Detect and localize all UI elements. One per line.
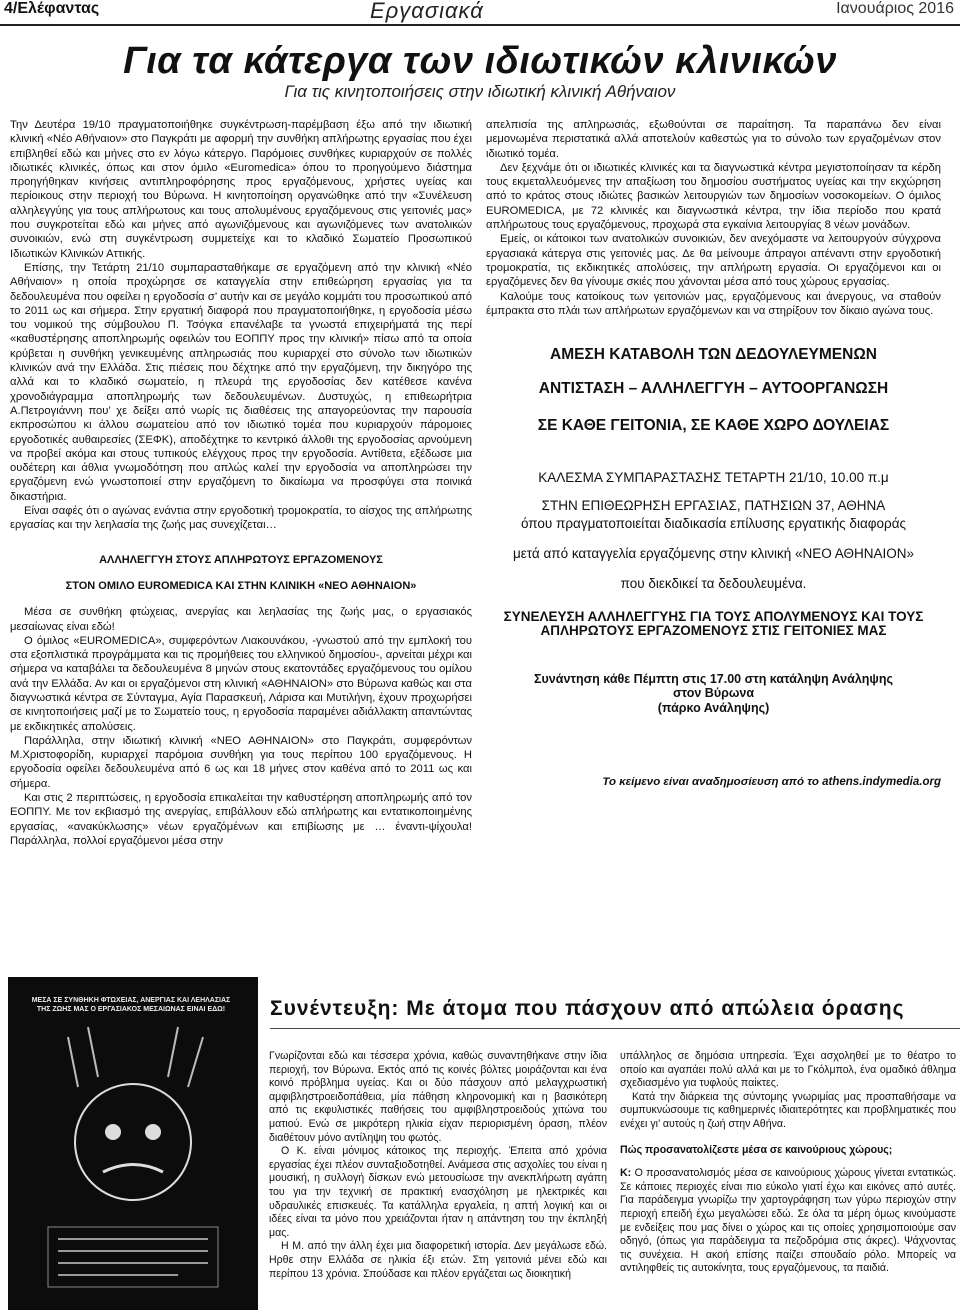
paragraph: Και στις 2 περιπτώσεις, η εργοδοσία επικαλείται την καθυστέρηση αποπληρωμής από τον ΕΟΠΠΥ. Με τον εκβιασμό της ανεργίας, επιβάλλουν εδώ απλήρωτης και εντατικοποιημένης εργασίας, «ανακύκλωσης» νέων εργαζόμένων και επιβίωσης με … έναντι-ψίχουλα! Παράλληλα, πολλοί εργαζόμενοι μέσα στην (10, 792, 472, 847)
poster-figure (8, 977, 258, 1310)
callout-assembly: ΣΥΝΕΛΕΥΣΗ ΑΛΛΗΛΕΓΓΥΗΣ ΓΙΑ ΤΟΥΣ ΑΠΟΛΥΜΕΝΟΥΣ ΚΑΙ ΤΟΥΣ ΑΠΛΗΡΩΤΟΥΣ ΕΡΓΑΖΟΜΕΝΟΥΣ ΣΤΙΣ ΓΕΙΤΟΝΙΕΣ ΜΑΣ (503, 608, 924, 638)
source-credit: Το κείμενο είναι αναδημοσίευση από το athens.indymedia.org (602, 776, 941, 789)
callout-line: όπου πραγματοποιείται διαδικασία επίλυσης εργατικής διαφοράς (520, 515, 907, 531)
banner-line: ΣΤΟΝ ΟΜΙΛΟ EUROMEDICA ΚΑΙ ΣΤΗΝ ΚΛΙΝΙΚΗ «ΝΕΟ ΑΘΗΝΑΙΟΝ» (65, 579, 417, 592)
article-subtitle: Για τις κινητοποιήσεις στην ιδιωτική κλινική Αθήναιον (284, 82, 676, 101)
paragraph: Καλούμε τους κατοίκους των γειτονιών μας, εργαζόμενους και άνεργους, να σταθούν έμπρακτα στο πλάι των απλήρωτων εργαζόμενων και να στηρίξουν τον δίκαιο αγώνα τους. (486, 290, 941, 317)
callout-line: ΣΤΗΝ ΕΠΙΘΕΩΡΗΣΗ ΕΡΓΑΣΙΑΣ, ΠΑΤΗΣΙΩΝ 37, ΑΘΗΝΑ (541, 498, 886, 514)
callout-line: μετά από καταγγελία εργαζόμενης στην κλινική «ΝΕΟ ΑΘΗΝΑΙΟΝ» (512, 545, 915, 561)
section-title: Εργασιακά (370, 0, 484, 23)
paragraph: Η Μ. από την άλλη έχει μια διαφορετική ιστορία. Δεν μεγάλωσε εδώ. Ηρθε στην Ελλάδα σε ηλικία έξι ετών. Στη γειτονιά μένει εδώ και περίπου 13 χρόνια. Σπούδασε και πλέον εργάζεται ως διοικητική (269, 1240, 607, 1280)
page-label: 4/Ελέφαντας (4, 0, 100, 17)
meeting-line: στον Βύρωνα (672, 686, 755, 701)
interview-answer (620, 1167, 956, 1276)
slogan: ΑΝΤΙΣΤΑΣΗ – ΑΛΛΗΛΕΓΓΥΗ – ΑΥΤΟΟΡΓΑΝΩΣΗ (538, 380, 889, 398)
paragraph: Ο Κ. είναι μόνιμος κάτοικος της περιοχής. Έπειτα από χρόνια εργασίας έχει πλέον συνταξιοδοτηθεί. Ανάμεσα στις ασχολίες του είναι η μουσική, η συλλογή δίσκων ενώ μετουσίωσε την ανεκπλήρωτη αγάπη του για την τεχνική σε πρακτική ενασχόληση με ηλεκτρικές και υδραυλικές επισκευές. Τα κατάλληλα εργαλεία, η απτή λογική και οι ιδέες είναι τα μόνο που χρειάζονται ήταν η απάντηση του την έκπληξή μας. (269, 1145, 607, 1239)
callout-line: που διεκδικεί τα δεδουλευμένα. (620, 576, 807, 592)
interview-title: Συνέντευξη: Με άτομα που πάσχουν από απώλεια όρασης (270, 997, 905, 1020)
article-right-column (486, 118, 941, 789)
interview-question: Πώς προσανατολίζεστε μέσα σε καινούριους χώρους; (620, 1143, 893, 1156)
answer-text: Ο προσανατολισμός μέσα σε καινούριους χώρους γίνεται εντατικώς. Σε κάποιες περιοχές είναι πιο εύκολο γιατί έχω και εικόνες από αυτές. Για παράδειγμα γνωρίζω την χαρτογράφηση των γύρω περιοχών στην περιοχή επειδή έχω μεγαλώσει εδώ. Σε όλα τα μέρη όμως κινούμαστε με ενδείξεις που μας δίνει ο χώρος και τις οποίες χρησιμοποιούμε σαν οδηγό, (όπως για παράδειγμα τα πεζοδρόμια στις άκρες). Ψάχνοντας τις συνέχεια. Η ακοή επίσης παίζει σπουδαίο ρόλο. Μπορείς να αντιληφθείς τις αυτοκίνητα, τους εργαζόμενους, τα παιδιά. (620, 1167, 956, 1275)
interview-left-column (269, 1050, 607, 1281)
article-title: Για τα κάτεργα των ιδιωτικών κλινικών (123, 40, 837, 82)
poster-caption: ΜΕΣΑ ΣΕ ΣΥΝΘΗΚΗ ΦΤΩΧΕΙΑΣ, ΑΝΕΡΓΙΑΣ ΚΑΙ ΛΕΗΛΑΣΙΑΣ ΤΗΣ ΖΩΗΣ ΜΑΣ Ο ΕΡΓΑΣΙΑΚΟΣ ΜΕΣΑΙΩΝΑΣ ΕΙΝΑΙ ΕΔΩ! (31, 997, 231, 1013)
slogan: ΣΕ ΚΑΘΕ ΓΕΙΤΟΝΙΑ, ΣΕ ΚΑΘΕ ΧΩΡΟ ΔΟΥΛΕΙΑΣ (537, 416, 890, 434)
paragraph: Γνωρίζονται εδώ και τέσσερα χρόνια, καθώς συναντηθήκανε στην ίδια περιοχή, τον Βύρωνα. Εκτός από τις κοινές βόλτες μοιράζονται και ένα κοινό πρόβλημα υγείας. Και οι δύο πάσχουν από μελαγχρωστική αμφιβληστροειδοπάθεια, μία πάθηση κληρονομική και η βασικότερη από τις εκφυλιστικές παθήσεις του αμφιβληστροειδούς χιτώνα του ματιού. Ενώ σε μικρότερη ηλικία είχαν περιορισμένη όραση, πλέον διαθέτουν μόνο αντίληψη του φωτός. (269, 1050, 607, 1144)
paragraph: Είναι σαφές ότι ο αγώνας ενάντια στην εργοδοτική τρομοκρατία, το αίσχος της απλήρωτης εργασίας και την λεηλασία της ζωής μας συνεχίζεται… (10, 505, 472, 532)
paragraph: υπάλληλος σε δημόσια υπηρεσία. Έχει ασχοληθεί με το θέατρο το οποίο και αγαπάει πολύ αλλά και με το Γκόλμπολ, ένα ομαδικό άθλημα σχεδιασμένο για τυφλούς παίκτες. (620, 1050, 956, 1090)
meeting-line: Συνάντηση κάθε Πέμπτη στις 17.00 στη κατάληψη Ανάληψης (534, 672, 893, 687)
answer-speaker: Κ: (620, 1167, 632, 1180)
issue-date: Ιανουάριος 2016 (836, 0, 954, 17)
interview-right-column (620, 1050, 956, 1276)
protest-poster-image (8, 977, 258, 1310)
slogan: ΑΜΕΣΗ ΚΑΤΑΒΟΛΗ ΤΩΝ ΔΕΔΟΥΛΕΥΜΕΝΩΝ (550, 346, 877, 364)
paragraph: Δεν ξεχνάμε ότι οι ιδιωτικές κλινικές και τα διαγνωστικά κέντρα μεγιστοποίησαν τα κέρδη τους εκμεταλλευόμενες την απαξίωση του δημοσίου συστήματος υγείας και την εκχώρηση από το κράτος στους ιδιώτες βασικών λειτουργιών των δημοσίων νοσοκομείων. Ο όμιλος EUROMEDICA, με 72 κλινικές και διαγνωστικά κέντρα, την ίδια περίοδο που κρατά απλήρωτους τους εργαζόμενους, προχωρά στα εγκαίνια λειτουργίας 8 νέων μονάδων. (486, 161, 941, 232)
paragraph: Την Δευτέρα 19/10 πραγματοποιήθηκε συγκέντρωση-παρέμβαση έξω από την ιδιωτική κλινική «Νέο Αθήναιον» στο Παγκράτι με αφορμή την συνθήκη απλήρωτης εργασίας που έχει επιβληθεί εδώ και μήνες στο εν λόγω κάτεργο. Παρόμοιες συνθήκες κυριαρχούν σε πολλές ιδιωτικές κλινικές, όπως και στον όμιλο «Euromedica» όπου το προηγούμενο διάστημα προηγήθηκαν κινήσεις αντιπληροφόρησης προς εργαζόμενους, χρήστες υγείας και περίοικους στην περιοχή του Βύρωνα. Η κινητοποίηση οργανώθηκε από την «Συνέλευση αλληλεγγύης για τους απλήρωτους και τους απολυμένους εργαζόμενους στις γειτονιές μας» που συγκροτείται εδώ και μήνες από αγωνιζόμενους και αγωνιζόμενες των ανατολικών συνοικιών, ενώ στη συγκέντρωση συμμετείχε και το κλαδικό Σωματείο Προσωπικού Ιδιωτικών Κλινικών Αττικής. (10, 119, 472, 260)
paragraph: Παράλληλα, στην ιδιωτική κλινική «ΝΕΟ ΑΘΗΝΑΙΟΝ» στο Παγκράτι, συμφερόντων Μ.Χριστοφορίδη, κυριαρχεί παρόμοια συνθήκη για τους περίπου 100 εργαζόμενους. Η εργοδοσία οφείλει δεδουλευμένα από 6 ως και 18 μήνες στον καθένα από το 2011 ως και σήμερα. (10, 734, 472, 790)
paragraph: Εμείς, οι κάτοικοι των ανατολικών συνοικιών, δεν ανεχόμαστε να λειτουργούν σύγχρονα εργασιακά κάτεργα στις γειτονιές μας. Δε θα μείνουμε άπραγοι απέναντι στην εργοδοτική τρομοκρατία, τις εκδικητικές απολύσεις, την απλήρωτη εργασία. Οι εργαζόμενοι και οι εργαζόμενες δεν θα γίνουμε σκιές που χάνονται μέσα από τους χώρους εργασίας. (486, 233, 941, 289)
paragraph: Μέσα σε συνθήκη φτώχειας, ανεργίας και λεηλασίας της ζωής μας, ο εργασιακός μεσαίωνας είναι εδώ! (10, 606, 472, 633)
paragraph: Ο όμιλος «EUROMEDICA», συμφερόντων Λιακουνάκου, -γνωστού από την εμπλοκή του στα εξοπλιστικά προγράμματα και τις προμήθειες του ελληνικού δημοσίου-, αρνείται μέχρι και σήμερα να καταβάλει τα δεδουλευμένα 8 μηνών στους εκατοντάδες εργαζόμενους του ομίλου ανά την Ελλάδα. Αν και οι εργαζόμενοι στη κλινική «ΑΘΗΝΑΙΟΝ» στο Βύρωνα καθώς και στα διαγνωστικά κέντρα σε Σύνταγμα, Αγία Παρασκευή, Λάρισα και Μυτιλήνη, έχουν προχωρήσει σε κινητοποιήσεις μαζί με το Σωματείο τους, η εργοδοσία παραμένει αδιάλλακτη απαντώντας με εκδικητικές απολύσεις. (10, 634, 472, 733)
interview-title-rule (270, 1028, 960, 1029)
meeting-line: (πάρκο Ανάληψης) (657, 700, 770, 715)
banner-line: ΑΛΛΗΛΕΓΓΥΗ ΣΤΟΥΣ ΑΠΛΗΡΩΤΟΥΣ ΕΡΓΑΖΟΜΕΝΟΥΣ (99, 553, 383, 566)
article-left-column (10, 118, 472, 848)
paragraph: Επίσης, την Τετάρτη 21/10 συμπαρασταθήκαμε σε εργαζόμενη από την κλινική «Νέο Αθήναιον» η οποία προχώρησε σε καταγγελία στην επιθεώρηση εργασίας για τα δεδουλευμένα που οφείλει η εργοδοσία σ’ αυτήν και σε μεγάλο κομμάτι του προσωπικού από το 2011 ως και σήμερα. Στην εργατική διαφορά που πραγματοποιήθηκε, η εργοδοσία μέσω του νομικού της σύμβουλου Π. Τσόγκα επανέλαβε τα γνωστά επιχειρήματά της περί «καθυστέρησης αποπληρωμής οφειλών του ΕΟΠΠΥ προς την κλινική» πίσω από τα οποία κρύβεται η συνθήκη γενικευμένης απληρωσιάς που κυριαρχεί στο σύνολο των ιδιωτικών κλινικών ανά την Ελλάδα. Στις πιέσεις που δέχτηκε από την εργαζόμενη, την δικηγόρο της αλλά και το κλαδικό σωματείο, η πλευρά της εργοδοσίας δεν κατέθεσε κανένα χρονοδιάγραμμα αποπληρωμής των δεδουλευμένων. Δυστυχώς, η επιθεωρήτρια Α.Πετρογιάννη που’ χε δείξει από νωρίς τις διαθέσεις της απαγορεύοντας την παρουσία εκπροσώπου κι άλλου σωματείου από τον ιδιωτικό τομέα που κυριαρχούν πάρομοιες εργοδοτικές αυθαιρεσίες (ΣΕΦΚ), αποδέχτηκε το κεντρικό άλλοθι της εργοδοσίας αρνούμενη να προβεί ακόμα και στους τυπικούς ελέγχους προς την εργοδοσία. Αντίθετα, εξέδωσε μια ουδέτερη και άθλια γνωμοδότηση που απλώς καλεί την εργοδοσία να αποπληρώσει την εργαζόμενη ενώ γνωστοποιεί στην εργαζόμενη το δικαίωμα να προσφύγει στα ποινικά δικαστήρια. (10, 261, 472, 503)
paragraph: Κατά την διάρκεια της σύντομης γνωριμίας μας προσπαθήσαμε να συμπυκνώσουμε τις καθημερινές ιδιαιτερότητες και προβληματικές που ενέχει γι’ αυτούς η ζωή στην Αθήνα. (620, 1090, 956, 1130)
paragraph: απελπισία της απληρωσιάς, εξωθούνται σε παραίτηση. Τα παραπάνω δεν είναι μεμονωμένα περιστατικά αλλά αποτελούν καθεστώς για το σύνολο των εργαζομένων στον ιδιωτικό τομέα. (486, 119, 941, 160)
header-divider (0, 24, 960, 26)
callout-line: ΚΑΛΕΣΜΑ ΣΥΜΠΑΡΑΣΤΑΣΗΣ ΤΕΤΑΡΤΗ 21/10, 10.00 π.μ (538, 470, 889, 486)
